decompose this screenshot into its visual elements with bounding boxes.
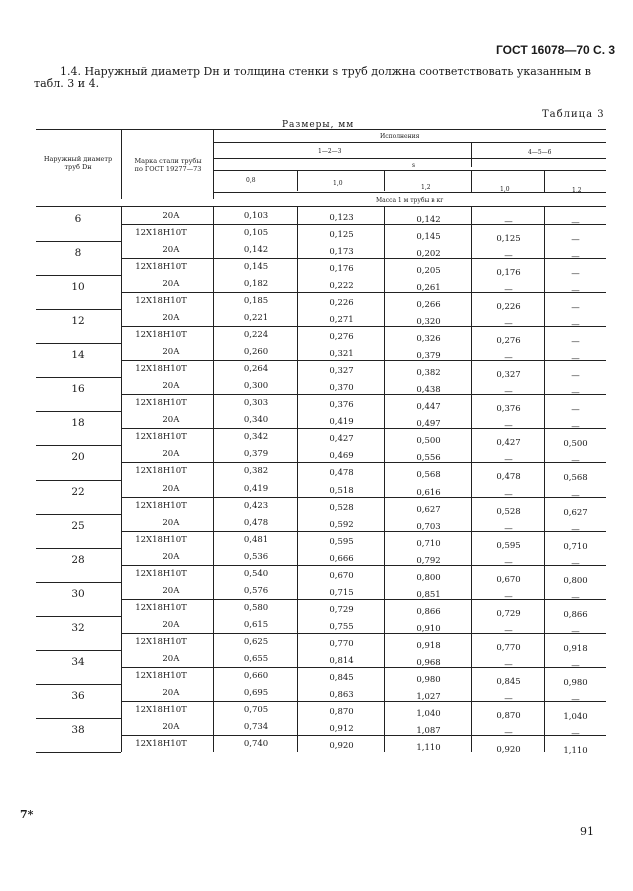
thickness-label: s [412, 162, 416, 169]
mass-value: 0,142 [243, 245, 269, 256]
row-divider [36, 377, 121, 378]
mass-value: — [571, 592, 580, 603]
steel-grade: 20А [162, 517, 180, 528]
thickness-1-0-b: 1,0 [500, 186, 510, 193]
mass-value: 0,379 [243, 449, 269, 460]
mass-value: 0,382 [243, 466, 269, 477]
steel-grade: 20А [162, 721, 180, 732]
grade-divider [122, 462, 606, 463]
mass-value: 0,321 [329, 349, 354, 360]
mass-value: 0,814 [329, 655, 354, 666]
mass-value: 0,616 [416, 487, 441, 498]
grade-divider [122, 394, 606, 395]
mass-value: 0,918 [563, 643, 588, 654]
mass-value: 0,103 [243, 211, 269, 221]
mass-value: 0,920 [496, 744, 521, 755]
grade-divider [122, 224, 606, 225]
row-divider [36, 548, 121, 549]
row-divider [36, 241, 121, 242]
row-divider [36, 480, 121, 481]
mass-value: 0,419 [243, 483, 269, 494]
steel-grade: 12Х18Н10Т [135, 228, 187, 239]
steel-grade: 12Х18Н10Т [135, 636, 187, 647]
grade-divider [122, 497, 606, 498]
mass-value: — [504, 523, 513, 534]
outer-diameter-value: 16 [71, 383, 85, 396]
mass-value: 0,142 [416, 215, 441, 225]
column-divider [544, 207, 545, 752]
grade-divider [122, 326, 606, 327]
mass-value: 0,627 [416, 504, 441, 515]
outer-diameter-value: 25 [71, 519, 85, 532]
mass-value: 0,376 [329, 400, 354, 411]
mass-value: 0,185 [243, 296, 269, 307]
row-divider [36, 650, 121, 651]
grade-divider [122, 428, 606, 429]
mass-value: — [571, 558, 580, 569]
mass-value: — [571, 694, 580, 705]
mass-value: 0,792 [416, 555, 441, 566]
mass-value: 0,497 [416, 419, 441, 430]
mass-value: 0,438 [416, 385, 441, 396]
steel-grade: 20А [162, 279, 180, 290]
mass-value: 0,145 [416, 232, 441, 243]
thickness-1-0: 1,0 [333, 180, 343, 187]
thickness-1-2: 1,2 [421, 184, 431, 191]
mass-value: 0,125 [496, 234, 521, 245]
grade-divider [122, 667, 606, 668]
mass-value: — [571, 337, 580, 348]
mass-value: 0,382 [416, 368, 441, 379]
row-divider [36, 445, 121, 446]
mass-value: — [571, 269, 580, 280]
mass-value: 0,266 [416, 300, 441, 311]
mass-value: 0,182 [243, 279, 269, 290]
mass-value: 0,176 [329, 264, 354, 275]
mass-value: — [571, 490, 580, 501]
steel-grade: 20А [162, 619, 180, 630]
thickness-1-2-b: 1,2 [572, 187, 582, 194]
outer-diameter-value: 8 [74, 247, 82, 260]
mass-value: — [504, 421, 513, 432]
mass-value: 0,370 [329, 383, 354, 394]
mass-value: 0,125 [329, 230, 354, 241]
mass-value: 0,870 [496, 710, 521, 721]
grade-divider [122, 565, 606, 566]
sizes-label: Размеры, мм [282, 120, 355, 130]
mass-value: 0,423 [243, 500, 269, 511]
mass-value: 0,770 [496, 642, 521, 653]
mass-value: 1,040 [416, 708, 441, 719]
grade-divider [122, 258, 606, 259]
outer-diameter-value: 34 [71, 655, 85, 668]
mass-value: 0,670 [496, 574, 521, 585]
row-divider [36, 275, 121, 276]
mass-value: 0,419 [329, 417, 354, 428]
mass-value: 0,540 [243, 568, 269, 579]
steel-grade: 20А [162, 211, 180, 221]
steel-grade: 12Х18Н10Т [135, 262, 187, 273]
column-divider [213, 207, 214, 752]
mass-value: — [571, 405, 580, 416]
mass-value: — [571, 235, 580, 246]
outer-diameter-value: 12 [71, 315, 85, 328]
mass-value: 1,087 [416, 725, 441, 736]
steel-grade: 12Х18Н10Т [135, 670, 187, 681]
page-number: 91 [580, 825, 594, 838]
mass-value: — [571, 524, 580, 535]
steel-grade: 20А [162, 313, 180, 324]
grade-divider [122, 531, 606, 532]
grade-divider [122, 633, 606, 634]
mass-value: 0,427 [496, 438, 521, 449]
mass-value: 0,221 [243, 313, 269, 324]
footer-mark: 7* [20, 808, 34, 821]
mass-value: — [504, 727, 513, 738]
mass-value: 0,568 [563, 473, 588, 484]
mass-value: — [571, 218, 580, 228]
mass-value: 0,866 [416, 606, 441, 617]
mass-value: 0,518 [329, 485, 354, 496]
steel-grade: 20А [162, 653, 180, 664]
mass-value: 0,845 [496, 676, 521, 687]
mass-value: 1,027 [416, 691, 441, 702]
mass-value: — [504, 693, 513, 704]
steel-grade: 20А [162, 551, 180, 562]
mass-value: 0,176 [496, 268, 521, 279]
table-label: Таблица 3 [542, 109, 605, 120]
thickness-0-8: 0,8 [246, 177, 256, 184]
mass-value: — [504, 217, 513, 227]
mass-value: 0,755 [329, 621, 354, 632]
mass-value: — [504, 353, 513, 364]
mass-value: 0,528 [329, 502, 354, 513]
mass-value: 0,320 [416, 317, 441, 328]
outer-diameter-value: 22 [71, 485, 85, 498]
mass-value: 0,615 [243, 619, 269, 630]
mass-value: 0,300 [243, 381, 269, 392]
mass-value: 0,863 [329, 689, 354, 700]
mass-value: — [504, 455, 513, 466]
grade-divider [122, 735, 606, 736]
steel-grade: 12Х18Н10Т [135, 296, 187, 307]
steel-grade: 12Х18Н10Т [135, 330, 187, 341]
mass-value: 0,327 [496, 370, 521, 381]
mass-value: 0,705 [243, 704, 269, 715]
column-divider [121, 207, 122, 752]
mass-value: 0,222 [329, 281, 354, 292]
mass-value: 0,427 [329, 434, 354, 445]
mass-value: 0,666 [329, 553, 354, 564]
mass-value: 0,918 [416, 640, 441, 651]
mass-value: 0,980 [563, 677, 588, 688]
steel-grade: 20А [162, 449, 180, 460]
row-divider [36, 343, 121, 344]
row-divider [36, 752, 121, 753]
mass-value: 0,845 [329, 672, 354, 683]
mass-value: — [504, 251, 513, 262]
mass-value: 0,920 [329, 740, 354, 751]
document-header: ГОСТ 16078—70 С. 3 [496, 43, 616, 57]
mass-value: 0,800 [416, 572, 441, 583]
mass-value: 0,481 [243, 534, 269, 545]
grade-divider [122, 292, 606, 293]
outer-diameter-value: 36 [71, 689, 85, 702]
row-divider [36, 514, 121, 515]
mass-value: 0,478 [329, 468, 354, 479]
outer-diameter-value: 20 [71, 451, 85, 464]
row-divider [36, 616, 121, 617]
column-divider [297, 207, 298, 752]
mass-value: — [571, 626, 580, 637]
steel-grade: 12Х18Н10Т [135, 398, 187, 409]
grade-divider [122, 701, 606, 702]
mass-value: — [571, 371, 580, 382]
mass-value: 1,110 [416, 742, 441, 753]
mass-value: 0,173 [329, 247, 354, 258]
steel-grade: 12Х18Н10Т [135, 432, 187, 443]
steel-grade: 20А [162, 687, 180, 698]
steel-grade: 20А [162, 585, 180, 596]
mass-value: 0,376 [496, 404, 521, 415]
mass-value: — [504, 387, 513, 398]
mass-value: 0,224 [243, 330, 269, 341]
row-divider [36, 582, 121, 583]
mass-value: 1,110 [563, 745, 588, 756]
mass-value: 0,740 [243, 738, 269, 749]
mass-value: 0,800 [563, 575, 588, 586]
steel-grade: 20А [162, 245, 180, 256]
mass-value: 0,261 [416, 283, 441, 294]
mass-value: 0,729 [496, 608, 521, 619]
group-1-2-3-label: 1—2—3 [318, 148, 342, 155]
mass-value: 0,625 [243, 636, 269, 647]
mass-value: 0,205 [416, 266, 441, 277]
mass-value: 0,500 [416, 436, 441, 447]
row-divider [36, 309, 121, 310]
mass-value: — [504, 489, 513, 500]
mass-value: 0,202 [416, 249, 441, 260]
mass-value: 0,276 [496, 336, 521, 347]
mass-value: 0,260 [243, 347, 269, 358]
mass-value: 0,729 [329, 604, 354, 615]
intro-line-1: 1.4. Наружный диаметр Dн и толщина стенки s труб должна соответствовать указанным в [60, 65, 591, 78]
mass-value: 0,595 [496, 540, 521, 551]
mass-value: 0,145 [243, 262, 269, 273]
diameter-column-header: Наружный диаметр труб Dн [43, 155, 113, 171]
mass-value: 0,226 [496, 302, 521, 313]
mass-value: — [571, 456, 580, 467]
mass-value: 0,866 [563, 609, 588, 620]
mass-value: 0,576 [243, 585, 269, 596]
mass-value: 0,469 [329, 451, 354, 462]
mass-value: 0,536 [243, 551, 269, 562]
row-divider [36, 718, 121, 719]
mass-value: 0,340 [243, 415, 269, 426]
mass-value: 0,303 [243, 398, 269, 409]
steel-grade: 12Х18Н10Т [135, 500, 187, 511]
mass-value: — [571, 303, 580, 314]
mass-value: 0,851 [416, 589, 441, 600]
mass-value: 0,226 [329, 298, 354, 309]
mass-value: 0,710 [563, 541, 588, 552]
mass-value: 0,379 [416, 351, 441, 362]
steel-grade: 12Х18Н10Т [135, 602, 187, 613]
steel-grade: 20А [162, 415, 180, 426]
mass-value: 0,655 [243, 653, 269, 664]
mass-value: 0,910 [416, 623, 441, 634]
mass-value: — [504, 319, 513, 330]
intro-line-2: табл. 3 и 4. [34, 77, 100, 90]
mass-value: 0,695 [243, 687, 269, 698]
mass-value: 0,592 [329, 519, 354, 530]
mass-value: 1,040 [563, 711, 588, 722]
steel-grade: 12Х18Н10Т [135, 364, 187, 375]
mass-value: 0,556 [416, 453, 441, 464]
mass-value: — [571, 728, 580, 739]
outer-diameter-value: 14 [71, 349, 85, 362]
steel-grade: 12Х18Н10Т [135, 466, 187, 477]
mass-label: Масса 1 м трубы в кг [376, 197, 444, 204]
mass-value: 0,500 [563, 439, 588, 450]
row-divider [36, 684, 121, 685]
execution-label: Исполнения [380, 133, 420, 140]
mass-value: — [571, 354, 580, 365]
mass-value: 0,327 [329, 366, 354, 377]
mass-value: 0,912 [329, 723, 354, 734]
mass-value: 0,980 [416, 674, 441, 685]
outer-diameter-value: 32 [71, 621, 85, 634]
steel-grade: 12Х18Н10Т [135, 568, 187, 579]
mass-value: — [504, 591, 513, 602]
grade-divider [122, 360, 606, 361]
column-divider [384, 207, 385, 752]
mass-value: — [504, 625, 513, 636]
mass-value: — [571, 286, 580, 297]
mass-value: — [504, 659, 513, 670]
outer-diameter-value: 10 [71, 281, 85, 294]
mass-value: 0,715 [329, 587, 354, 598]
mass-value: 0,770 [329, 638, 354, 649]
steel-grade: 12Х18Н10Т [135, 738, 187, 749]
mass-value: 0,271 [329, 315, 354, 326]
mass-value: 0,342 [243, 432, 269, 443]
mass-value: — [504, 557, 513, 568]
mass-value: 0,734 [243, 721, 269, 732]
mass-value: — [571, 320, 580, 331]
mass-value: — [571, 388, 580, 399]
mass-value: 0,627 [563, 507, 588, 518]
mass-value: 0,670 [329, 570, 354, 581]
mass-value: — [571, 660, 580, 671]
steel-grade-column-header: Марка стали трубы по ГОСТ 19277—73 [134, 157, 202, 173]
mass-value: 0,595 [329, 536, 354, 547]
mass-value: 0,528 [496, 506, 521, 517]
mass-value: 0,660 [243, 670, 269, 681]
mass-value: 0,703 [416, 521, 441, 532]
row-divider [36, 411, 121, 412]
mass-value: 0,710 [416, 538, 441, 549]
steel-grade: 20А [162, 381, 180, 392]
steel-grade: 20А [162, 347, 180, 358]
steel-grade: 12Х18Н10Т [135, 534, 187, 545]
mass-value: 0,123 [329, 213, 354, 223]
mass-value: — [571, 422, 580, 433]
mass-value: 0,447 [416, 402, 441, 413]
steel-grade: 20А [162, 483, 180, 494]
outer-diameter-value: 28 [71, 553, 85, 566]
mass-value: 0,478 [243, 517, 269, 528]
mass-value: 0,264 [243, 364, 269, 375]
mass-value: 0,580 [243, 602, 269, 613]
mass-value: 0,968 [416, 657, 441, 668]
mass-value: 0,478 [496, 472, 521, 483]
outer-diameter-value: 18 [71, 417, 85, 430]
mass-value: 0,276 [329, 332, 354, 343]
mass-value: 0,568 [416, 470, 441, 481]
mass-value: 0,326 [416, 334, 441, 345]
steel-grade: 12Х18Н10Т [135, 704, 187, 715]
mass-value: — [504, 285, 513, 296]
group-4-5-6-label: 4—5—6 [528, 149, 552, 156]
mass-value: 0,870 [329, 706, 354, 717]
outer-diameter-value: 30 [71, 587, 85, 600]
grade-divider [122, 599, 606, 600]
outer-diameter-value: 6 [74, 213, 82, 225]
column-divider [471, 207, 472, 752]
outer-diameter-value: 38 [71, 723, 85, 736]
mass-value: 0,105 [243, 228, 269, 239]
mass-value: — [571, 252, 580, 263]
